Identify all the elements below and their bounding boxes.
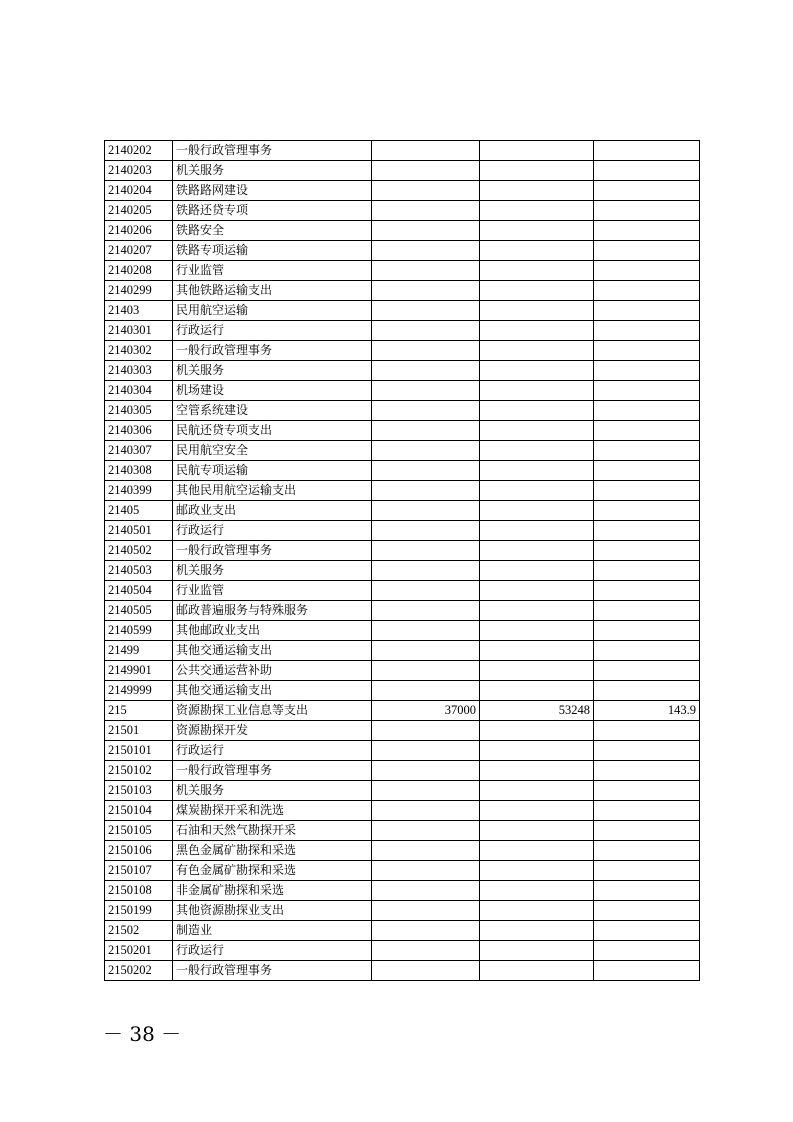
row-name: 铁路还贷专项 [173,201,372,221]
row-value-1 [372,741,480,761]
table-row [105,881,700,901]
table-row [105,441,700,461]
row-value-2 [480,841,594,861]
row-value-3: 143.9 [594,701,700,721]
row-value-2 [480,961,594,981]
row-name: 民航还贷专项支出 [173,421,372,441]
row-value-2 [480,441,594,461]
row-value-1 [372,901,480,921]
row-value-2 [480,321,594,341]
row-value-3 [594,881,700,901]
row-value-1 [372,821,480,841]
row-name: 一般行政管理事务 [173,761,372,781]
row-value-1 [372,561,480,581]
table-row [105,181,700,201]
table-row [105,581,700,601]
table-row [105,281,700,301]
table-row [105,701,700,721]
row-name: 煤炭勘探开采和洗选 [173,801,372,821]
row-value-1 [372,601,480,621]
row-value-1 [372,581,480,601]
table-row [105,521,700,541]
row-value-1 [372,621,480,641]
table-row [105,541,700,561]
row-value-1 [372,421,480,441]
row-value-3 [594,961,700,981]
table-row [105,681,700,701]
row-value-2 [480,201,594,221]
row-value-1 [372,301,480,321]
row-value-2 [480,821,594,841]
row-code: 2150199 [105,901,173,921]
row-value-3 [594,801,700,821]
row-value-3 [594,541,700,561]
table-row [105,761,700,781]
row-code: 2140207 [105,241,173,261]
row-code: 2150105 [105,821,173,841]
row-value-2 [480,601,594,621]
row-name: 制造业 [173,921,372,941]
row-value-3 [594,621,700,641]
row-code: 21499 [105,641,173,661]
table-row [105,461,700,481]
row-value-1 [372,781,480,801]
row-name: 行业监管 [173,581,372,601]
row-value-3 [594,821,700,841]
row-value-3 [594,301,700,321]
row-code: 2140306 [105,421,173,441]
table-row [105,601,700,621]
row-code: 2150104 [105,801,173,821]
table-row [105,781,700,801]
row-name: 公共交通运营补助 [173,661,372,681]
row-name: 其他资源勘探业支出 [173,901,372,921]
row-name: 机关服务 [173,781,372,801]
row-code: 2150107 [105,861,173,881]
row-name: 其他交通运输支出 [173,641,372,661]
row-value-1 [372,161,480,181]
row-code: 2149901 [105,661,173,681]
row-value-2 [480,421,594,441]
row-name: 黑色金属矿勘探和采选 [173,841,372,861]
table-row [105,321,700,341]
row-value-1 [372,541,480,561]
row-value-1 [372,201,480,221]
table-row [105,561,700,581]
row-value-2 [480,241,594,261]
row-value-3 [594,461,700,481]
row-value-1 [372,921,480,941]
row-value-1 [372,341,480,361]
row-code: 2140303 [105,361,173,381]
row-code: 2140305 [105,401,173,421]
row-value-1 [372,801,480,821]
row-value-2 [480,521,594,541]
row-code: 2150106 [105,841,173,861]
row-value-1 [372,441,480,461]
row-value-3 [594,861,700,881]
table-row [105,361,700,381]
row-value-3 [594,841,700,861]
table-body [105,141,700,981]
row-value-2 [480,881,594,901]
row-value-1 [372,521,480,541]
row-value-2 [480,261,594,281]
table-row [105,841,700,861]
row-value-2 [480,741,594,761]
row-value-2 [480,341,594,361]
row-value-2 [480,161,594,181]
row-code: 2140208 [105,261,173,281]
row-value-1 [372,961,480,981]
row-code: 2140505 [105,601,173,621]
table-row [105,141,700,161]
row-value-1 [372,861,480,881]
table-row [105,161,700,181]
table-row [105,481,700,501]
table-row [105,961,700,981]
row-value-3 [594,201,700,221]
table-row [105,201,700,221]
row-value-3 [594,421,700,441]
row-value-1 [372,721,480,741]
row-name: 空管系统建设 [173,401,372,421]
row-code: 2140299 [105,281,173,301]
row-code: 2150108 [105,881,173,901]
row-code: 21502 [105,921,173,941]
row-name: 行政运行 [173,941,372,961]
row-name: 铁路路网建设 [173,181,372,201]
table-row [105,661,700,681]
budget-table [104,140,700,981]
row-name: 行政运行 [173,321,372,341]
row-value-2: 53248 [480,701,594,721]
row-code: 2140399 [105,481,173,501]
row-value-2 [480,221,594,241]
table-row [105,241,700,261]
table-row [105,501,700,521]
row-value-3 [594,321,700,341]
row-value-1 [372,141,480,161]
row-code: 2140206 [105,221,173,241]
row-value-1 [372,381,480,401]
row-value-2 [480,561,594,581]
table-row [105,821,700,841]
row-value-1 [372,401,480,421]
row-value-2 [480,681,594,701]
row-value-1 [372,841,480,861]
row-value-3 [594,141,700,161]
row-name: 铁路安全 [173,221,372,241]
row-value-2 [480,281,594,301]
table-row [105,901,700,921]
row-name: 一般行政管理事务 [173,341,372,361]
row-code: 2140205 [105,201,173,221]
table-row [105,801,700,821]
row-value-2 [480,761,594,781]
row-value-1 [372,681,480,701]
row-code: 2140599 [105,621,173,641]
row-value-3 [594,681,700,701]
row-value-2 [480,481,594,501]
row-value-2 [480,661,594,681]
row-code: 2140504 [105,581,173,601]
table-row [105,401,700,421]
row-value-3 [594,721,700,741]
row-name: 行政运行 [173,521,372,541]
row-value-3 [594,661,700,681]
table-row [105,861,700,881]
row-code: 2140202 [105,141,173,161]
row-value-3 [594,381,700,401]
row-value-3 [594,441,700,461]
row-code: 2150202 [105,961,173,981]
row-value-2 [480,461,594,481]
row-name: 行业监管 [173,261,372,281]
row-value-3 [594,581,700,601]
row-value-3 [594,401,700,421]
row-value-3 [594,501,700,521]
row-code: 2140502 [105,541,173,561]
row-value-3 [594,601,700,621]
row-value-3 [594,641,700,661]
row-value-1 [372,941,480,961]
row-value-3 [594,261,700,281]
row-value-2 [480,361,594,381]
row-value-2 [480,801,594,821]
row-value-1 [372,481,480,501]
row-name: 行政运行 [173,741,372,761]
row-name: 民用航空运输 [173,301,372,321]
row-name: 邮政业支出 [173,501,372,521]
row-value-3 [594,901,700,921]
row-name: 其他交通运输支出 [173,681,372,701]
row-value-2 [480,401,594,421]
row-name: 其他民用航空运输支出 [173,481,372,501]
row-code: 21501 [105,721,173,741]
row-value-1 [372,881,480,901]
row-value-3 [594,361,700,381]
row-name: 民航专项运输 [173,461,372,481]
row-value-1 [372,761,480,781]
page-number: － 38 － [103,1022,182,1046]
row-name: 机关服务 [173,161,372,181]
row-value-2 [480,621,594,641]
row-code: 21405 [105,501,173,521]
row-name: 民用航空安全 [173,441,372,461]
row-value-2 [480,541,594,561]
row-code: 21403 [105,301,173,321]
table-row [105,641,700,661]
row-value-2 [480,581,594,601]
row-value-3 [594,741,700,761]
row-code: 2140503 [105,561,173,581]
row-value-1: 37000 [372,701,480,721]
row-value-3 [594,241,700,261]
row-value-2 [480,901,594,921]
row-value-2 [480,721,594,741]
row-value-2 [480,921,594,941]
row-value-3 [594,561,700,581]
row-value-1 [372,361,480,381]
row-name: 机关服务 [173,561,372,581]
table-row [105,721,700,741]
table-row [105,381,700,401]
row-value-3 [594,941,700,961]
row-code: 2140203 [105,161,173,181]
table-row [105,421,700,441]
row-name: 邮政普遍服务与特殊服务 [173,601,372,621]
row-value-3 [594,181,700,201]
row-value-1 [372,321,480,341]
row-name: 有色金属矿勘探和采选 [173,861,372,881]
row-code: 2140204 [105,181,173,201]
row-value-3 [594,161,700,181]
row-name: 一般行政管理事务 [173,541,372,561]
table-row [105,621,700,641]
row-value-2 [480,141,594,161]
row-code: 2150102 [105,761,173,781]
row-value-1 [372,661,480,681]
table-row [105,741,700,761]
row-name: 机关服务 [173,361,372,381]
row-value-1 [372,241,480,261]
row-name: 非金属矿勘探和采选 [173,881,372,901]
row-code: 2140308 [105,461,173,481]
row-value-1 [372,641,480,661]
row-value-3 [594,761,700,781]
row-code: 2140302 [105,341,173,361]
row-name: 一般行政管理事务 [173,961,372,981]
row-value-3 [594,221,700,241]
row-code: 2150103 [105,781,173,801]
row-code: 2149999 [105,681,173,701]
row-name: 铁路专项运输 [173,241,372,261]
row-value-1 [372,221,480,241]
row-name: 其他邮政业支出 [173,621,372,641]
row-value-3 [594,341,700,361]
table-row [105,261,700,281]
row-value-2 [480,501,594,521]
row-code: 2150201 [105,941,173,961]
row-code: 2140304 [105,381,173,401]
table-row [105,341,700,361]
row-value-1 [372,501,480,521]
row-value-3 [594,781,700,801]
row-value-3 [594,481,700,501]
row-name: 资源勘探工业信息等支出 [173,701,372,721]
row-name: 其他铁路运输支出 [173,281,372,301]
row-code: 215 [105,701,173,721]
table-row [105,941,700,961]
row-value-2 [480,301,594,321]
table-row [105,221,700,241]
row-value-2 [480,861,594,881]
row-value-3 [594,281,700,301]
row-value-1 [372,261,480,281]
row-value-3 [594,921,700,941]
table-row [105,301,700,321]
row-value-1 [372,461,480,481]
row-name: 石油和天然气勘探开采 [173,821,372,841]
row-value-1 [372,181,480,201]
row-name: 一般行政管理事务 [173,141,372,161]
row-code: 2140307 [105,441,173,461]
row-value-3 [594,521,700,541]
row-name: 资源勘探开发 [173,721,372,741]
row-code: 2140301 [105,321,173,341]
table-row [105,921,700,941]
row-code: 2150101 [105,741,173,761]
row-code: 2140501 [105,521,173,541]
row-value-2 [480,941,594,961]
row-value-1 [372,281,480,301]
row-name: 机场建设 [173,381,372,401]
row-value-2 [480,181,594,201]
row-value-2 [480,641,594,661]
row-value-2 [480,781,594,801]
row-value-2 [480,381,594,401]
